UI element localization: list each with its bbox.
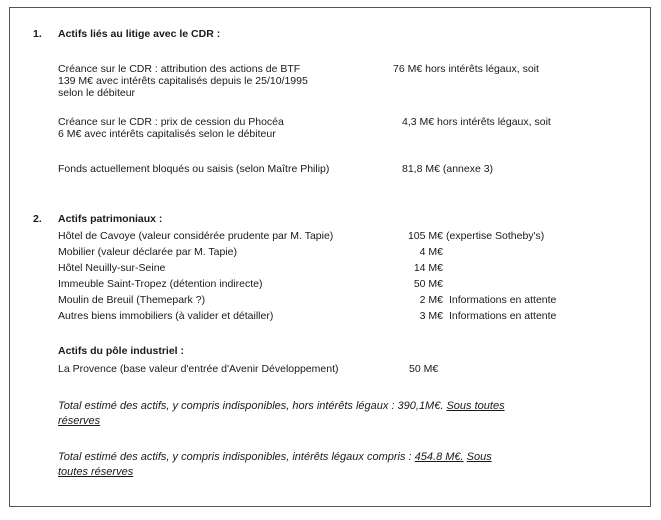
industrial-heading: Actifs du pôle industriel :	[58, 345, 185, 357]
asset-row: Autres biens immobiliers (à valider et détailler)	[58, 310, 274, 322]
blocked-funds-value: 81,8 M€ (annexe 3)	[402, 163, 494, 175]
asset-row: Immeuble Saint-Tropez (détention indirecte)	[58, 278, 263, 290]
blocked-funds-label: Fonds actuellement bloqués ou saisis (selon Maître Philip)	[58, 163, 330, 175]
total-incl-interest-reserve-cont: toutes réserves	[58, 466, 134, 478]
claim-btf-line2: 139 M€ avec intérêts capitalisés depuis le 25/10/1995	[58, 75, 308, 87]
asset-row: Moulin de Breuil (Themepark ?)	[58, 294, 206, 306]
asset-row: Mobilier (valeur déclarée par M. Tapie)	[58, 246, 237, 258]
asset-note: Informations en attente	[449, 310, 557, 322]
total-excl-interest-reserve: Sous toutes	[446, 400, 505, 412]
asset-amount: 2 M€	[419, 294, 443, 306]
total-excl-interest-reserve-cont: réserves	[58, 415, 101, 427]
asset-amount: 3 M€	[419, 310, 443, 322]
asset-amount: 50 M€	[413, 278, 443, 290]
section-2-number: 2.	[33, 213, 42, 225]
industrial-provence-label: La Provence (base valeur d'entrée d'Avenir Développement)	[58, 363, 339, 375]
asset-amount: 105 M€	[407, 230, 443, 242]
claim-btf-line3: selon le débiteur	[58, 87, 136, 99]
claim-phocea-line1: Créance sur le CDR : prix de cession du Phocéa	[58, 116, 284, 128]
asset-amount: 14 M€	[413, 262, 443, 274]
claim-phocea-value: 4,3 M€ hors intérêts légaux, soit	[402, 116, 551, 128]
claim-btf-line1: Créance sur le CDR : attribution des actions de BTF	[58, 63, 301, 75]
claim-phocea-line2: 6 M€ avec intérêts capitalisés selon le débiteur	[58, 128, 276, 140]
total-incl-interest-text: Total estimé des actifs, y compris indisponibles, intérêts légaux compris :	[58, 451, 412, 463]
total-incl-interest-value: 454.8 M€.	[414, 451, 464, 463]
asset-row: Hôtel Neuilly-sur-Seine	[58, 262, 166, 274]
total-excl-interest-text: Total estimé des actifs, y compris indisponibles, hors intérêts légaux : 390,1M€.	[58, 400, 444, 412]
total-incl-interest-reserve: Sous	[466, 451, 492, 463]
total-incl-interest	[58, 451, 492, 463]
section-2-heading: Actifs patrimoniaux :	[58, 213, 163, 225]
asset-amount: 4 M€	[419, 246, 443, 258]
claim-btf-value: 76 M€ hors intérêts légaux, soit	[393, 63, 539, 75]
asset-row: Hôtel de Cavoye (valeur considérée prudente par M. Tapie)	[58, 230, 334, 242]
section-1-number: 1.	[33, 28, 42, 40]
industrial-provence-value: 50 M€	[409, 363, 439, 375]
section-1-heading: Actifs liés au litige avec le CDR :	[58, 28, 221, 40]
asset-note: Informations en attente	[449, 294, 557, 306]
asset-note: (expertise Sotheby's)	[446, 230, 545, 242]
total-excl-interest	[58, 400, 505, 412]
